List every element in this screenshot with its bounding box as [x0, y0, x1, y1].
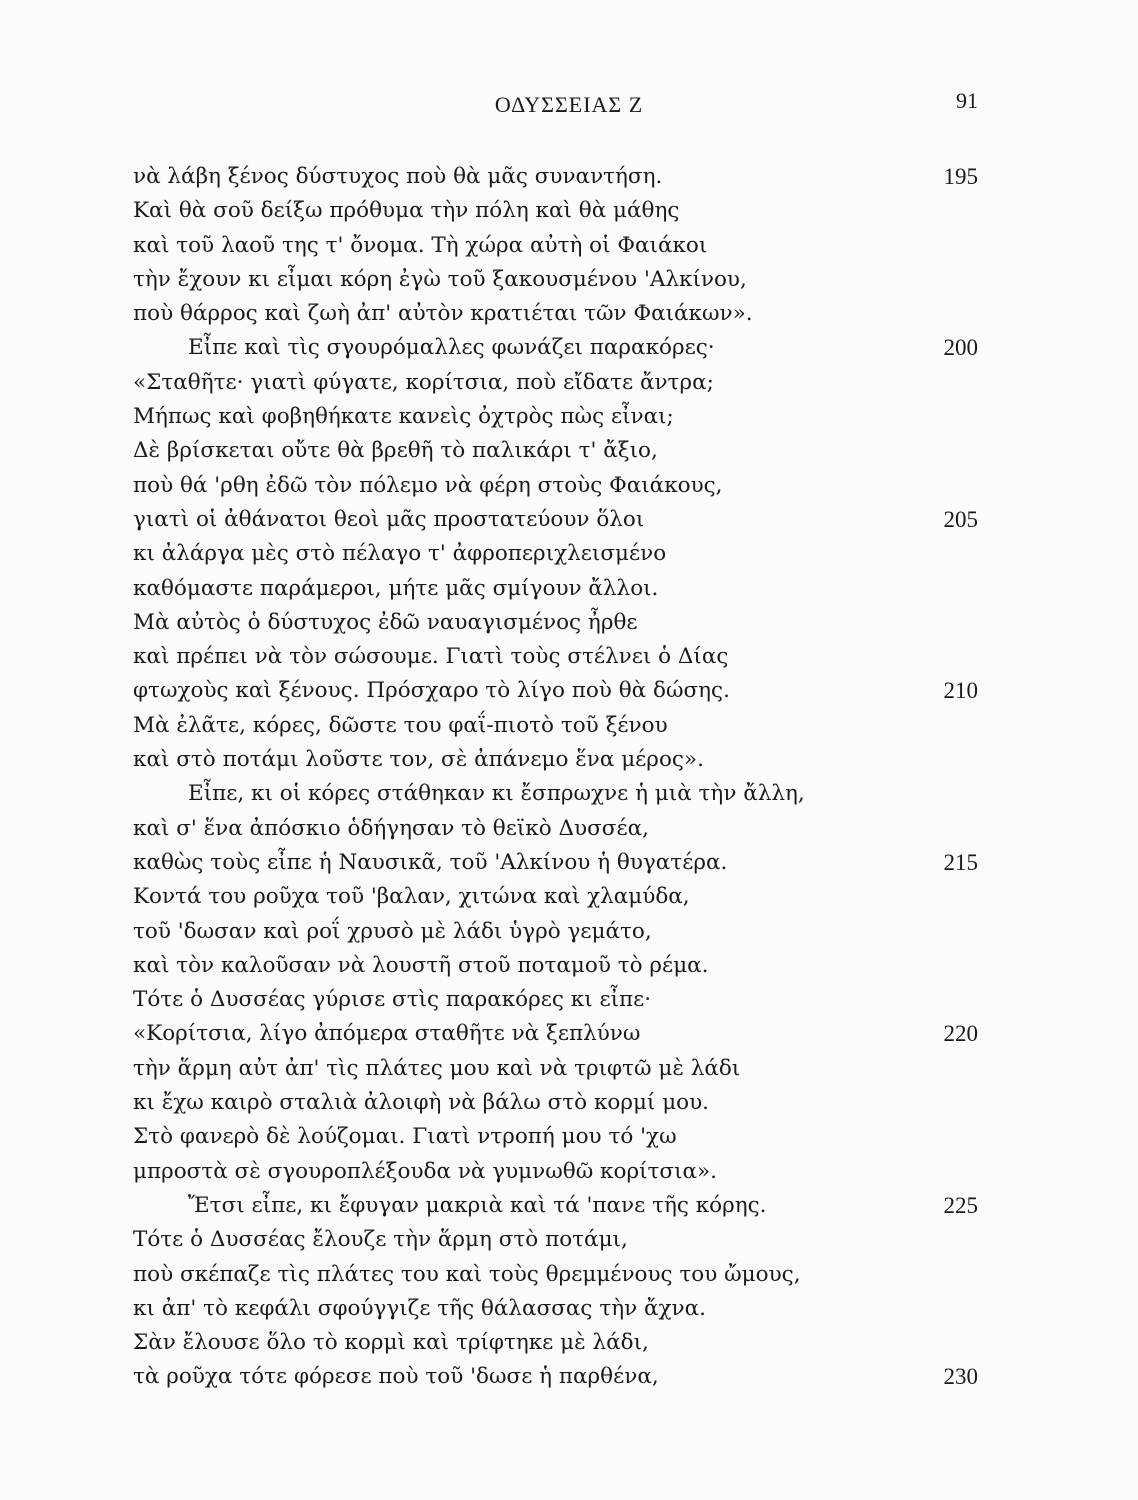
verse-line	[133, 1189, 978, 1223]
verse-line	[133, 640, 978, 674]
verse-line	[133, 229, 978, 263]
verse-line	[133, 297, 978, 331]
line-number: 205	[943, 506, 978, 532]
verse-text: καθὼς τοὺς εἶπε ἡ Ναυσικᾶ, τοῦ 'Αλκίνου ἡ θυγατέρα.	[133, 849, 728, 875]
verse-text: κι ἀπ' τὸ κεφάλι σφούγγιζε τῆς θάλασσας τὴν ἄχνα.	[133, 1295, 706, 1321]
verse-text: καὶ πρέπει νὰ τὸν σώσουμε. Γιατὶ τοὺς στέλνει ὁ Δίας	[133, 644, 729, 670]
verse-line	[133, 1120, 978, 1154]
verse-text: Στὸ φανερὸ δὲ λούζομαι. Γιατὶ ντροπή μου τό 'χω	[133, 1124, 677, 1150]
verse-line	[133, 812, 978, 846]
verse-line	[133, 469, 978, 503]
verse-text: ποὺ θάρρος καὶ ζωὴ ἀπ' αὐτὸν κρατιέται τῶν Φαιάκων».	[133, 301, 753, 327]
verse-text: «Κορίτσια, λίγο ἀπόμερα σταθῆτε νὰ ξεπλύνω	[133, 1021, 641, 1047]
verse-text: καὶ τὸν καλοῦσαν νὰ λουστῆ στοῦ ποταμοῦ τὸ ρέμα.	[133, 952, 709, 978]
line-number: 215	[943, 849, 978, 875]
verse-text: Δὲ βρίσκεται οὔτε θὰ βρεθῆ τὸ παλικάρι τ' ἄξιο,	[133, 438, 658, 464]
verse-line	[133, 400, 978, 434]
verse-line	[133, 537, 978, 571]
verse-line	[133, 1292, 978, 1326]
verse-line	[133, 1017, 978, 1051]
verse-text: ποὺ θά 'ρθη ἐδῶ τὸν πόλεμο νὰ φέρη στοὺς Φαιάκους,	[133, 472, 723, 498]
verse-line	[133, 1326, 978, 1360]
verse-text: καὶ στὸ ποτάμι λοῦστε τον, σὲ ἀπάνεμο ἕνα μέρος».	[133, 747, 704, 773]
verse-line	[133, 263, 978, 297]
verse-text: Κοντά του ροῦχα τοῦ 'βαλαν, χιτώνα καὶ χλαμύδα,	[133, 884, 690, 910]
verse-text: καὶ σ' ἕνα ἀπόσκιο ὁδήγησαν τὸ θεϊκὸ Δυσσέα,	[133, 815, 649, 841]
verse-text: μπροστὰ σὲ σγουροπλέξουδα νὰ γυμνωθῶ κορίτσια».	[133, 1158, 718, 1184]
verse-line	[133, 1258, 978, 1292]
verse-line	[133, 331, 978, 365]
verse-line	[133, 777, 978, 811]
verse-text: κι ἀλάργα μὲς στὸ πέλαγο τ' ἀφροπεριχλεισμένο	[133, 541, 667, 567]
verse-text: Μὰ ἐλᾶτε, κόρες, δῶστε του φαΐ-πιοτὸ τοῦ ξένου	[133, 712, 668, 738]
line-number: 210	[943, 678, 978, 704]
verse-text: τὰ ροῦχα τότε φόρεσε ποὺ τοῦ 'δωσε ἡ παρθένα,	[133, 1364, 659, 1390]
verse-text: κι ἔχω καιρὸ σταλιὰ ἀλοιφὴ νὰ βάλω στὸ κορμί μου.	[133, 1090, 710, 1116]
line-number: 230	[943, 1364, 978, 1390]
verse-line	[133, 572, 978, 606]
verse-text: «Σταθῆτε· γιατὶ φύγατε, κορίτσια, ποὺ εἴδατε ἄντρα;	[133, 369, 714, 395]
verse-text: ποὺ σκέπαζε τὶς πλάτες του καὶ τοὺς θρεμμένους του ὤμους,	[133, 1261, 801, 1287]
verse-line	[133, 366, 978, 400]
page-number: 91	[956, 88, 978, 113]
verse-text: Εἶπε καὶ τὶς σγουρόμαλλες φωνάζει παρακόρες·	[188, 335, 715, 361]
verse-line	[133, 194, 978, 228]
verse-text: Καὶ θὰ σοῦ δείξω πρόθυμα τὴν πόλη καὶ θὰ μάθης	[133, 198, 680, 224]
verse-line	[133, 1155, 978, 1189]
verse-line	[133, 1086, 978, 1120]
verse-text: φτωχοὺς καὶ ξένους. Πρόσχαρο τὸ λίγο ποὺ θὰ δώσης.	[133, 678, 730, 704]
verse-text: Εἶπε, κι οἱ κόρες στάθηκαν κι ἔσπρωχνε ἡ μιὰ τὴν ἄλλη,	[188, 781, 805, 807]
running-header-title: ΟΔΥΣΣΕΙΑΣ Ζ	[494, 92, 644, 117]
verse-line	[133, 674, 978, 708]
verse-line	[133, 880, 978, 914]
line-number: 225	[943, 1192, 978, 1218]
verse-text: Μὰ αὐτὸς ὁ δύστυχος ἐδῶ ναυαγισμένος ἦρθε	[133, 609, 638, 635]
verse-text: νὰ λάβη ξένος δύστυχος ποὺ θὰ μᾶς συναντήση.	[133, 164, 663, 189]
verse-block	[133, 160, 978, 1395]
verse-line	[133, 915, 978, 949]
verse-line	[133, 709, 978, 743]
verse-line	[133, 160, 978, 194]
line-number: 220	[943, 1021, 978, 1047]
verse-line	[133, 503, 978, 537]
verse-line	[133, 983, 978, 1017]
verse-text: τὴν ἅρμη αὐτ ἀπ' τὶς πλάτες μου καὶ νὰ τριφτῶ μὲ λάδι	[133, 1055, 741, 1081]
verse-line	[133, 949, 978, 983]
verse-text: Τότε ὁ Δυσσέας γύρισε στὶς παρακόρες κι εἶπε·	[133, 987, 652, 1013]
verse-line	[133, 1223, 978, 1257]
verse-text: Σὰν ἔλουσε ὅλο τὸ κορμὶ καὶ τρίφτηκε μὲ λάδι,	[133, 1330, 649, 1356]
verse-line	[133, 743, 978, 777]
verse-line	[133, 434, 978, 468]
line-number: 200	[943, 335, 978, 361]
verse-text: καὶ τοῦ λαοῦ της τ' ὄνομα. Τὴ χώρα αὐτὴ οἱ Φαιάκοι	[133, 232, 708, 258]
verse-line	[133, 846, 978, 880]
verse-text: τοῦ 'δωσαν καὶ ροΐ χρυσὸ μὲ λάδι ὑγρὸ γεμάτο,	[133, 918, 652, 944]
verse-text: Μήπως καὶ φοβηθήκατε κανεὶς ὀχτρὸς πὼς εἶναι;	[133, 404, 674, 430]
verse-text: γιατὶ οἱ ἀθάνατοι θεοὶ μᾶς προστατεύουν ὅλοι	[133, 506, 645, 532]
verse-line	[133, 1052, 978, 1086]
line-number: 195	[943, 164, 978, 189]
verse-line	[133, 606, 978, 640]
verse-text: τὴν ἔχουν κι εἶμαι κόρη ἐγὼ τοῦ ξακουσμένου 'Αλκίνου,	[133, 266, 747, 292]
verse-text: καθόμαστε παράμεροι, μήτε μᾶς σμίγουν ἄλλοι.	[133, 575, 659, 601]
verse-text: Τότε ὁ Δυσσέας ἔλουζε τὴν ἅρμη στὸ ποτάμι,	[133, 1227, 628, 1253]
verse-text: Ἔτσι εἶπε, κι ἔφυγαν μακριὰ καὶ τά 'πανε τῆς κόρης.	[188, 1192, 767, 1218]
verse-line	[133, 1360, 978, 1394]
